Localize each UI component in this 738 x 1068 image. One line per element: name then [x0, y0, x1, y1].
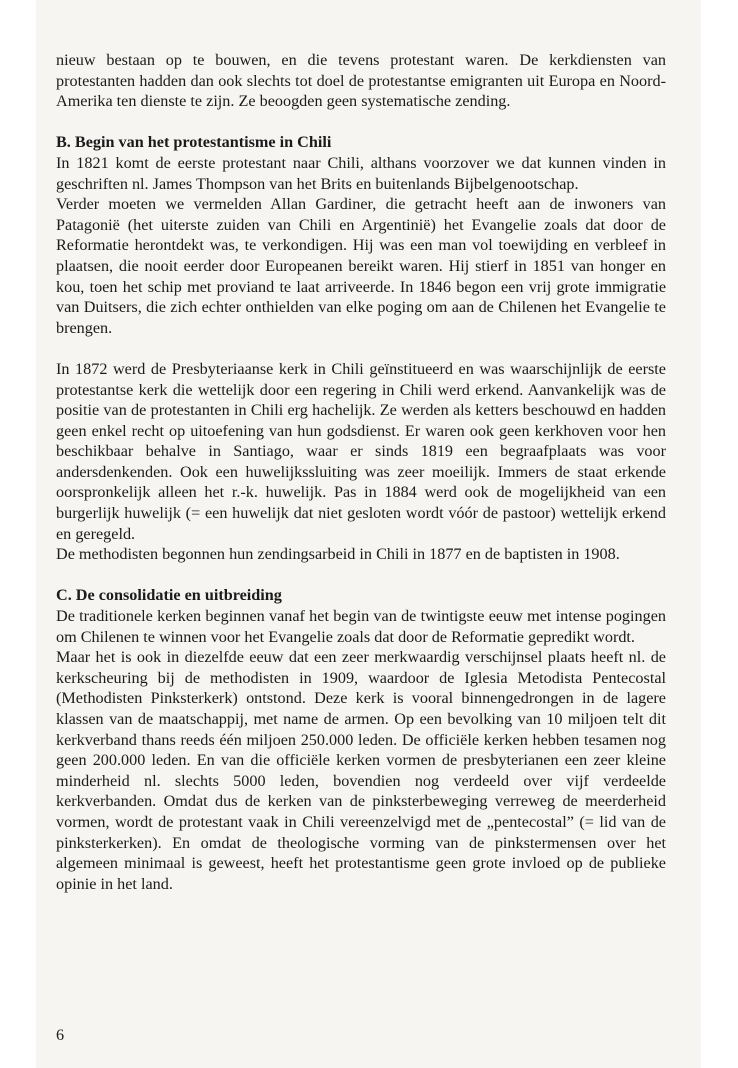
page-body [56, 50, 666, 894]
book-page [36, 0, 701, 1068]
page-number: 6 [56, 1026, 65, 1044]
section-c-heading: C. De consolidatie en uitbreiding [56, 586, 282, 605]
section-b-heading: B. Begin van het protestantisme in Chili [56, 133, 332, 152]
paragraph-gap [56, 565, 666, 586]
section-b-paragraph-4: De methodisten begonnen hun zendingsarbeid in Chili in 1877 en de baptisten in 1908. [56, 545, 620, 564]
paragraph-gap [56, 338, 666, 359]
intro-paragraph: nieuw bestaan op te bouwen, en die tevens protestant waren. De kerkdiensten van protestanten hadden dan ook slechts tot doel de protestantse emigranten uit Europa en Noord-Amerika ten dienste te zijn. Ze beoogden geen systematische zending. [56, 51, 666, 111]
section-c-paragraph-2: Maar het is ook in diezelfde eeuw dat een zeer merkwaardig verschijnsel plaats heeft nl. de kerkscheuring bij de methodisten in 1909, waardoor de Iglesia Metodista Pentecostal (Methodisten Pinksterkerk) ontstond. Deze kerk is vooral binnengedrongen in de lagere klassen van de maatschappij, met name de armen. Op een bevolking van 10 miljoen telt dit kerkverband thans reeds één miljoen 250.000 leden. De officiële kerken hebben tesamen nog geen 200.000 leden. En van die officiële kerken vormen de presbyterianen een zeer kleine minderheid nl. slechts 5000 leden, bovendien nog verdeeld over vijf verdeelde kerkverbanden. Omdat dus de kerken van de pinksterbeweging verreweg de meerderheid vormen, wordt de protestant vaak in Chili vereenzelvigd met de „pentecostal” (= lid van de pinksterkerken). En omdat de theologische vorming van de pinkstermensen over het algemeen minimaal is geweest, heeft het protestantisme geen grote invloed op de publieke opinie in het land. [56, 648, 666, 893]
section-b-paragraph-3: In 1872 werd de Presbyteriaanse kerk in Chili geïnstitueerd en was waarschijnlijk de eerste protestantse kerk die wettelijk door een regering in Chili werd erkend. Aanvankelijk was de positie van de protestanten in Chili erg hachelijk. Ze werden als ketters beschouwd en hadden geen enkel recht op uitoefening van hun godsdienst. Er waren ook geen kerkhoven voor hen beschikbaar behalve in Santiago, waar er sinds 1819 een begraafplaats was voor andersdenkenden. Ook een huwelijkssluiting was zeer moeilijk. Immers de staat erkende oorspronkelijk alleen het r.-k. huwelijk. Pas in 1884 werd ook de mogelijkheid van een burgerlijk huwelijk (= een huwelijk dat niet gesloten wordt vóór de pastoor) wettelijk erkend en geregeld. [56, 359, 666, 543]
section-c-paragraph-1: De traditionele kerken beginnen vanaf het begin van de twintigste eeuw met intense pogingen om Chilenen te winnen voor het Evangelie zoals dat door de Reformatie gepredikt wordt. [56, 607, 666, 646]
section-b-paragraph-2: Verder moeten we vermelden Allan Gardiner, die getracht heeft aan de inwoners van Patagonië (het uiterste zuiden van Chili en Argentinië) het Evangelie zoals dat door de Reformatie herontdekt was, te verkondigen. Hij was een man vol toewijding en verbleef in plaatsen, die nooit eerder door Europeanen bereikt waren. Hij stierf in 1851 van honger en kou, toen het schip met proviand te laat arriveerde. In 1846 begon een vrij grote immigratie van Duitsers, die zich echter onthielden van elke poging om aan de Chilenen het Evangelie te brengen. [56, 195, 666, 337]
paragraph-gap [56, 112, 666, 133]
section-b-paragraph-1: In 1821 komt de eerste protestant naar Chili, althans voorzover we dat kunnen vinden in geschriften nl. James Thompson van het Brits en buitenlands Bijbelgenootschap. [56, 153, 666, 193]
